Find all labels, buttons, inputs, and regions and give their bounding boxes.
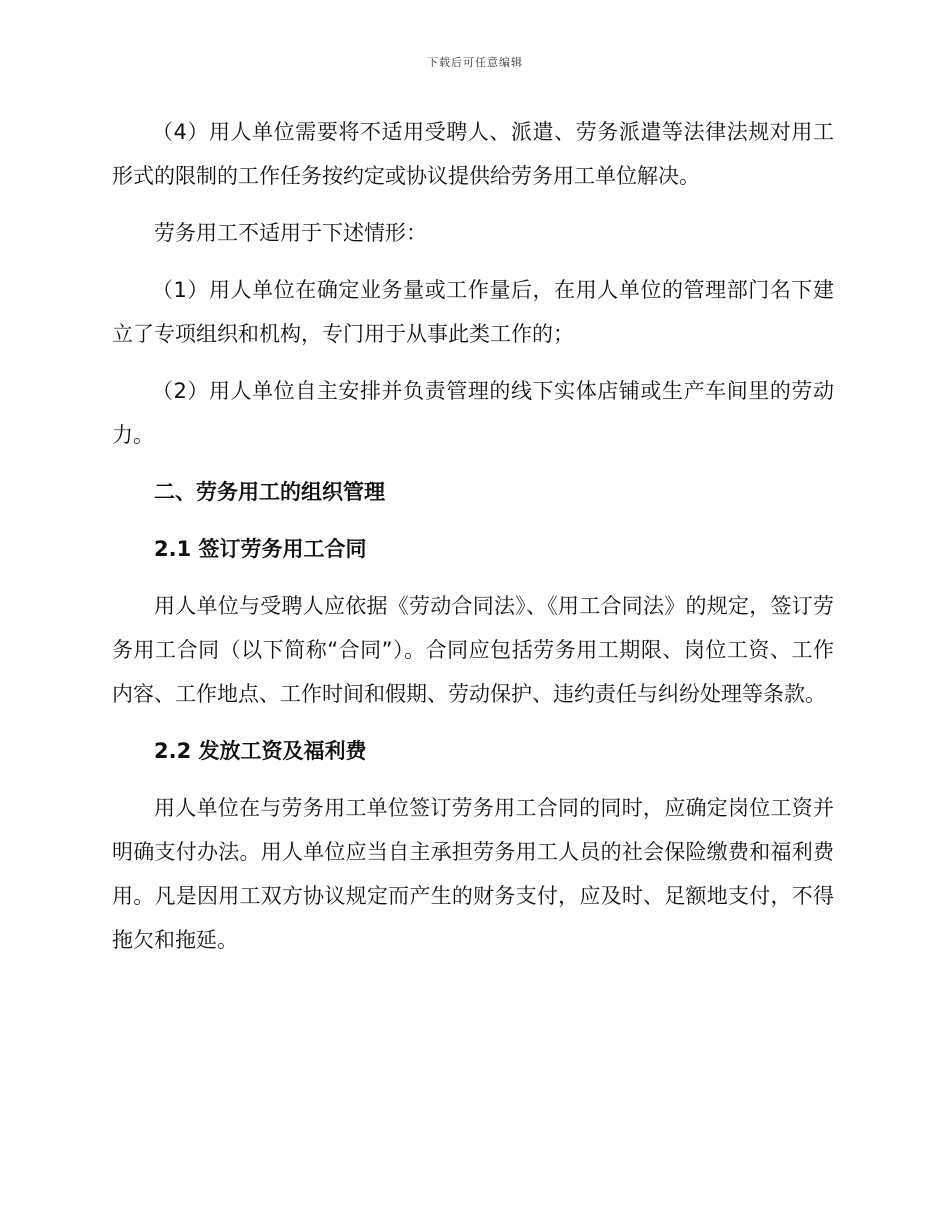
paragraph-exclusion-2: （2）用人单位自主安排并负责管理的线下实体店铺或生产车间里的劳动力。 <box>112 379 834 447</box>
paragraph-item-4: （4）用人单位需要将不适用受聘人、派遣、劳务派遣等法律法规对用工形式的限制的工作任务按约定或协议提供给劳务用工单位解决。 <box>112 120 834 188</box>
paragraph-exclusion-1: （1）用人单位在确定业务量或工作量后，在用人单位的管理部门名下建立了专项组织和机构，专门用于从事此类工作的； <box>112 278 834 346</box>
document-body <box>112 110 834 975</box>
subsection-heading-2-2: 2.2 发放工资及福利费 <box>154 739 367 763</box>
section-heading-2: 二、劳务用工的组织管理 <box>154 480 385 504</box>
page-header: 下载后可任意编辑 <box>427 56 523 69</box>
paragraph-contract: 用人单位与受聘人应依据《劳动合同法》、《用工合同法》的规定，签订劳务用工合同（以下简称“合同”）。合同应包括劳务用工期限、岗位工资、工作内容、工作地点、工作时间和假期、劳动保护、违约责任与纠纷处理等条款。 <box>112 594 834 706</box>
paragraph-wages: 用人单位在与劳务用工单位签订劳务用工合同的同时，应确定岗位工资并明确支付办法。用人单位应当自主承担劳务用工人员的社会保险缴费和福利费用。凡是因用工双方协议规定而产生的财务支付，应及时、足额地支付，不得拖欠和拖延。 <box>112 796 834 952</box>
subsection-heading-2-1: 2.1 签订劳务用工合同 <box>154 537 367 561</box>
paragraph-exclusions-intro: 劳务用工不适用于下述情形： <box>154 221 427 245</box>
